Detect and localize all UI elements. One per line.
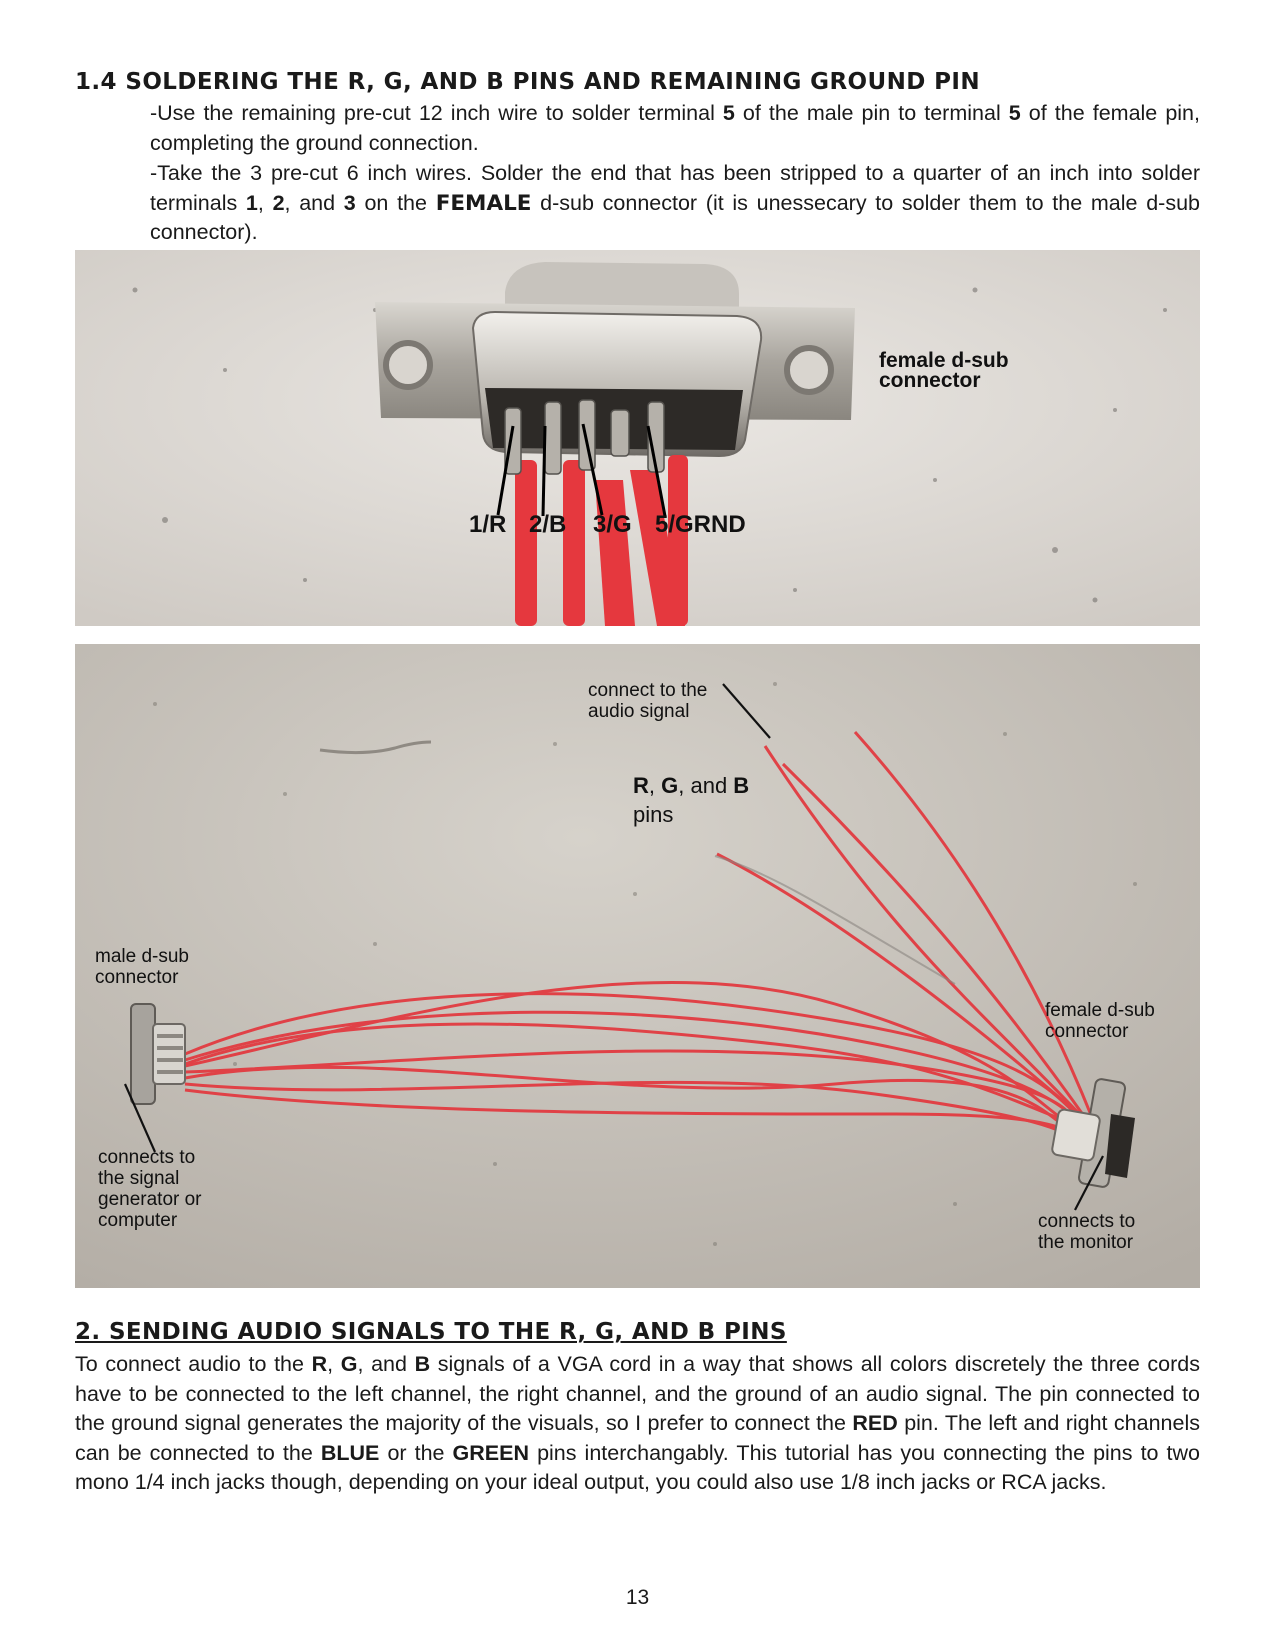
page-number: 13: [625, 1586, 650, 1609]
pin-label-g: 3/G: [593, 511, 632, 538]
female-connector-label: connector: [879, 369, 981, 392]
rgb-pins-label: R, G, and B: [633, 773, 750, 798]
monitor-label: the monitor: [1038, 1232, 1134, 1253]
section-heading: 2. SENDING AUDIO SIGNALS TO THE R, G, AND B PINS: [75, 1319, 787, 1345]
pin-label-ground: 5/GRND: [655, 511, 746, 538]
male-connector-label: connector: [95, 967, 179, 988]
instruction-paragraph: -Use the remaining pre-cut 12 inch wire to solder terminal 5 of the male pin to terminal 5 of the female pin, completing the ground connection.: [150, 101, 1200, 155]
section-heading: 1.4 SOLDERING THE R, G, AND B PINS AND REMAINING GROUND PIN: [75, 69, 981, 95]
cable-overview-photo: [75, 644, 1200, 1288]
audio-signal-label: audio signal: [588, 701, 690, 722]
generator-label: computer: [98, 1210, 178, 1231]
female-connector-label: female d-sub: [1045, 1000, 1155, 1021]
monitor-label: connects to: [1038, 1211, 1136, 1232]
pin-label-r: 1/R: [469, 511, 507, 538]
instruction-paragraph: -Take the 3 pre-cut 6 inch wires. Solder the end that has been stripped to a quarter of an inch into solder terminals 1, 2, and 3 on the FEMALE d-sub connector (it is unessecary to solder them to the male d-sub connector).: [150, 161, 1200, 244]
generator-label: the signal: [98, 1168, 180, 1189]
audio-signal-label: connect to the: [588, 680, 708, 701]
female-connector-label: female d-sub: [879, 349, 1009, 372]
pin-label-b: 2/B: [529, 511, 567, 538]
generator-label: generator or: [98, 1189, 202, 1210]
body-paragraph: To connect audio to the R, G, and B signals of a VGA cord in a way that shows all colors discretely the three cords have to be connected to the left channel, the right channel, and the ground of an audio signal. The pin connected to the ground signal generates the majority of the visuals, so I prefer to connect the RED pin. The left and right channels can be connected to the BLUE or the GREEN pins interchangably. This tutorial has you connecting the pins to two mono 1/4 inch jacks though, depending on your ideal output, you could also use 1/8 inch jacks or RCA jacks.: [75, 1352, 1201, 1494]
generator-label: connects to: [98, 1147, 196, 1168]
male-connector-label: male d-sub: [95, 946, 189, 967]
female-connector-photo: [75, 250, 1200, 626]
female-connector-label: connector: [1045, 1021, 1129, 1042]
rgb-pins-label: pins: [633, 802, 674, 827]
